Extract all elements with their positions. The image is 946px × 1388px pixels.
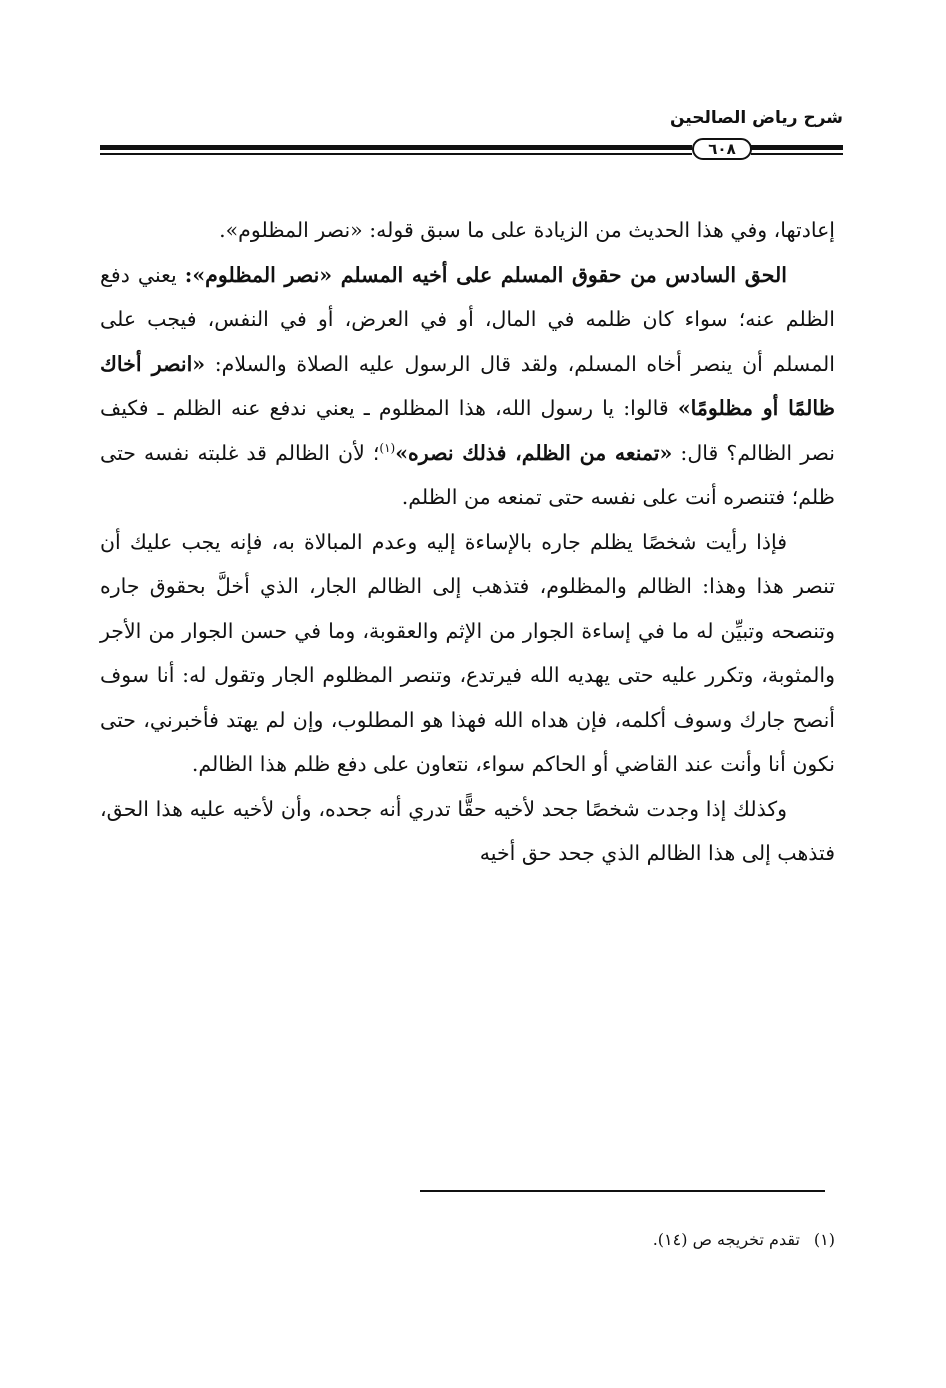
footnote-marker: (١) (813, 1230, 835, 1249)
paragraph-1: إعادتها، وفي هذا الحديث من الزيادة على ما سبق قوله: «نصر المظلوم». (219, 218, 835, 242)
header-rule-thin-right (751, 153, 843, 155)
paragraph-2-text-b: قالوا: يا رسول الله، هذا المظلوم ـ يعني ندفع عنه الظلم ـ فكيف نصر الظالم؟ قال: (100, 396, 836, 465)
main-text (100, 208, 835, 876)
footnote-text: تقدم تخريجه ص (١٤). (652, 1230, 800, 1249)
hadith-quote: «انصر أخاك ظالمًا أو مظلومًا» (100, 351, 835, 420)
footnote-reference[interactable]: (١) (379, 440, 396, 455)
paragraph-2-text-a: يعني دفع الظلم عنه؛ سواء كان ظلمه في المال، أو في العرض، أو في النفس، فيجب على المسلم أن ينصر أخاه المسلم، ولقد قال الرسول عليه الصلاة والسلام: (100, 262, 835, 376)
page-number: ٦٠٨ (692, 138, 752, 160)
header-rule-thick-left (100, 145, 692, 150)
section-heading: الحق السادس من حقوق المسلم على أخيه المسلم «نصر المظلوم»: (184, 262, 787, 287)
footnote (135, 1228, 835, 1252)
paragraph-3: فإذا رأيت شخصًا يظلم جاره بالإساءة إليه وعدم المبالاة به، فإنه يجب عليك أن تنصر هذا وهذا: الظالم والمظلوم، فتذهب إلى الظالم الجار، الذي أخلَّ بحقوق جاره وتنصحه وتبيِّن له ما في إساءة الجوار من الإثم والعقوبة، وما في حسن الجوار من الأجر والمثوبة، وتكرر عليه حتى يهديه الله فيرتدع، وتنصر المظلوم الجار وتقول له: أنا سوف أنصح جارك وسوف أكلمه، فإن هداه الله فهذا هو المطلوب، وإن لم يهتد فأخبرني، حتى نكون أنا وأنت عند القاضي أو الحاكم سواء، نتعاون على دفع ظلم هذا الظالم. (100, 529, 835, 776)
paragraph-2 (100, 253, 835, 520)
header-rule-thick-right (751, 145, 843, 150)
book-title: شرح رياض الصالحين (669, 108, 843, 128)
page-header (100, 108, 843, 160)
paragraph-2-text-c: ؛ لأن الظالم قد غلبته نفسه حتى ظلم؛ فتنصره أنت على نفسه حتى تمنعه من الظلم. (100, 440, 835, 509)
prophet-reply-quote: «تمنعه من الظلم، فذلك نصره» (395, 440, 673, 465)
footnote-separator (420, 1190, 825, 1192)
paragraph-4: وكذلك إذا وجدت شخصًا جحد لأخيه حقًّا تدري أنه جحده، وأن لأخيه عليه هذا الحق، فتذهب إلى هذا الظالم الذي جحد حق أخيه (100, 796, 835, 865)
header-rule (100, 138, 843, 162)
header-rule-thin-left (100, 153, 692, 155)
